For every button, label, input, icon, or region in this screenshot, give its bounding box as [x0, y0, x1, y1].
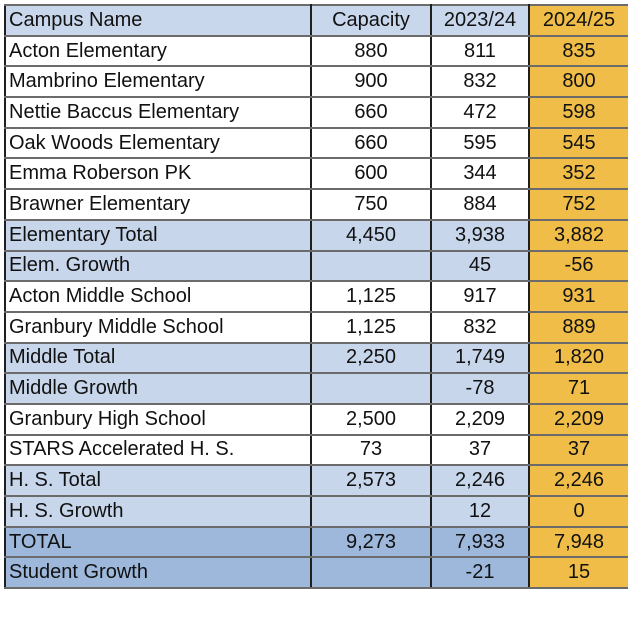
cell-2023-24: 7,933	[431, 527, 529, 558]
cell-campus-name: Middle Growth	[5, 373, 311, 404]
cell-capacity: 2,500	[311, 404, 431, 435]
cell-capacity	[311, 373, 431, 404]
cell-2023-24: 472	[431, 97, 529, 128]
cell-capacity: 880	[311, 36, 431, 67]
cell-2023-24: 344	[431, 158, 529, 189]
cell-2024-25: 37	[529, 435, 628, 466]
cell-capacity: 2,573	[311, 465, 431, 496]
header-capacity: Capacity	[311, 5, 431, 36]
cell-capacity: 4,450	[311, 220, 431, 251]
cell-capacity	[311, 251, 431, 282]
cell-campus-name: Elem. Growth	[5, 251, 311, 282]
cell-capacity: 900	[311, 66, 431, 97]
cell-2023-24: 2,209	[431, 404, 529, 435]
table-row	[5, 343, 628, 374]
table-row	[5, 465, 628, 496]
cell-capacity	[311, 557, 431, 588]
cell-campus-name: Granbury High School	[5, 404, 311, 435]
cell-2024-25: 598	[529, 97, 628, 128]
table-row	[5, 251, 628, 282]
table-row	[5, 404, 628, 435]
cell-2023-24: 917	[431, 281, 529, 312]
cell-campus-name: Oak Woods Elementary	[5, 128, 311, 159]
cell-2023-24: 37	[431, 435, 529, 466]
table-row	[5, 36, 628, 67]
table-row	[5, 189, 628, 220]
cell-campus-name: Nettie Baccus Elementary	[5, 97, 311, 128]
cell-capacity: 73	[311, 435, 431, 466]
cell-campus-name: Acton Elementary	[5, 36, 311, 67]
cell-campus-name: Emma Roberson PK	[5, 158, 311, 189]
cell-2024-25: 71	[529, 373, 628, 404]
header-2023-24: 2023/24	[431, 5, 529, 36]
cell-2023-24: 1,749	[431, 343, 529, 374]
cell-campus-name: STARS Accelerated H. S.	[5, 435, 311, 466]
table-row	[5, 128, 628, 159]
cell-2023-24: 2,246	[431, 465, 529, 496]
cell-2023-24: 45	[431, 251, 529, 282]
cell-campus-name: Student Growth	[5, 557, 311, 588]
table-row	[5, 527, 628, 558]
cell-2024-25: 545	[529, 128, 628, 159]
cell-2024-25: 2,246	[529, 465, 628, 496]
cell-capacity: 1,125	[311, 281, 431, 312]
table-row	[5, 158, 628, 189]
cell-2024-25: 1,820	[529, 343, 628, 374]
cell-2023-24: 832	[431, 66, 529, 97]
cell-2024-25: 800	[529, 66, 628, 97]
cell-campus-name: Acton Middle School	[5, 281, 311, 312]
cell-2023-24: -78	[431, 373, 529, 404]
table-row	[5, 220, 628, 251]
cell-capacity: 660	[311, 97, 431, 128]
table-row	[5, 435, 628, 466]
cell-2023-24: 811	[431, 36, 529, 67]
cell-campus-name: TOTAL	[5, 527, 311, 558]
cell-2024-25: 15	[529, 557, 628, 588]
cell-2024-25: 931	[529, 281, 628, 312]
cell-campus-name: Elementary Total	[5, 220, 311, 251]
table-row	[5, 66, 628, 97]
cell-2024-25: 3,882	[529, 220, 628, 251]
cell-2023-24: 3,938	[431, 220, 529, 251]
enrollment-table-container	[4, 4, 628, 589]
cell-2024-25: 835	[529, 36, 628, 67]
table-row	[5, 312, 628, 343]
cell-2024-25: 2,209	[529, 404, 628, 435]
cell-2024-25: 889	[529, 312, 628, 343]
cell-2023-24: -21	[431, 557, 529, 588]
cell-2024-25: 752	[529, 189, 628, 220]
table-row	[5, 373, 628, 404]
cell-capacity: 2,250	[311, 343, 431, 374]
cell-2023-24: 884	[431, 189, 529, 220]
cell-campus-name: H. S. Total	[5, 465, 311, 496]
cell-2023-24: 832	[431, 312, 529, 343]
enrollment-table	[4, 4, 628, 589]
cell-campus-name: Brawner Elementary	[5, 189, 311, 220]
cell-campus-name: Middle Total	[5, 343, 311, 374]
cell-2023-24: 12	[431, 496, 529, 527]
cell-capacity: 660	[311, 128, 431, 159]
cell-2024-25: 352	[529, 158, 628, 189]
table-body	[5, 36, 628, 588]
table-row	[5, 281, 628, 312]
cell-capacity: 750	[311, 189, 431, 220]
cell-capacity	[311, 496, 431, 527]
cell-2024-25: -56	[529, 251, 628, 282]
cell-campus-name: H. S. Growth	[5, 496, 311, 527]
cell-2024-25: 0	[529, 496, 628, 527]
cell-campus-name: Mambrino Elementary	[5, 66, 311, 97]
header-2024-25: 2024/25	[529, 5, 628, 36]
cell-capacity: 9,273	[311, 527, 431, 558]
cell-capacity: 1,125	[311, 312, 431, 343]
header-campus-name: Campus Name	[5, 5, 311, 36]
table-row	[5, 496, 628, 527]
cell-campus-name: Granbury Middle School	[5, 312, 311, 343]
cell-2024-25: 7,948	[529, 527, 628, 558]
cell-2023-24: 595	[431, 128, 529, 159]
header-row	[5, 5, 628, 36]
table-row	[5, 557, 628, 588]
table-row	[5, 97, 628, 128]
cell-capacity: 600	[311, 158, 431, 189]
